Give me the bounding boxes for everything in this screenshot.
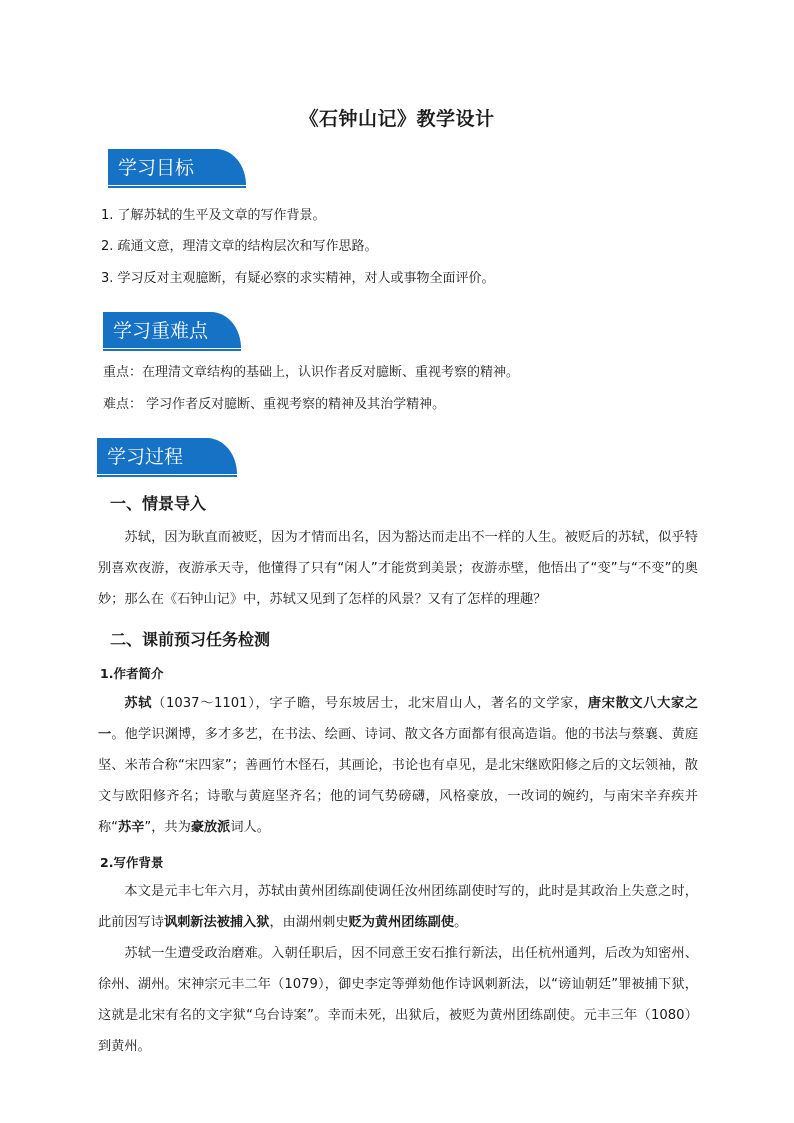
background-text-p2: 苏轼一生遭受政治磨难。入朝任职后，因不同意王安石推行新法，出任杭州通判，后改为知密州、徐州、湖州。宋神宗元丰二年（1079），御史李定等弹劾他作诗讽刺新法，以“谤讪朝廷”罪被捕下狱，这就是北宋有名的文字狱“乌台诗案”。幸而未死，出狱后，被贬为黄州团练副使。元丰三年（1080）到黄州。 xyxy=(98,946,698,1054)
heading-preview-check: 二、课前预习任务检测 xyxy=(110,630,271,649)
author-paragraph xyxy=(98,688,698,843)
intro-paragraph xyxy=(98,522,698,615)
author-text-4: 词人。 xyxy=(230,820,270,835)
author-text-2: 。他学识渊博，多才多艺，在书法、绘画、诗词、散文各方面都有很高造诣。他的书法与蔡襄、黄庭坚、米芾合称“宋四家”；善画竹木怪石，其画论，书论也有卓见，是北宋继欧阳修之后的文坛领袖，散文与欧阳修齐名；诗歌与黄庭坚齐名；他的词气势磅礴，风格豪放，一改词的婉约，与南宋辛弃疾并称“ xyxy=(98,727,699,835)
author-bold-2: 苏辛 xyxy=(118,820,145,835)
heading-author-intro: 1.作者简介 xyxy=(100,666,164,681)
difficult-point-text: 难点： 学习作者反对臆断、重视考察的精神及其治学精神。 xyxy=(103,397,446,412)
background-bold-2: 贬为黄州团练副使 xyxy=(348,915,455,930)
background-text-2: ，由湖州刺史 xyxy=(269,915,349,930)
author-text-3: ”，共为 xyxy=(144,820,191,835)
goal-item-1: 1. 了解苏轼的生平及文章的写作背景。 xyxy=(101,208,326,223)
background-paragraph-1 xyxy=(98,876,698,938)
author-bold-1: 唐宋散文八大家之一 xyxy=(98,696,699,742)
section-banner-process: 学习过程 xyxy=(97,438,237,474)
goal-item-2: 2. 疏通文意，理清文章的结构层次和写作思路。 xyxy=(101,239,378,254)
author-name: 苏轼 xyxy=(124,696,153,711)
background-text-3: 。 xyxy=(454,915,468,930)
author-text-1: （1037～1101），字子瞻，号东坡居士，北宋眉山人，著名的文学家， xyxy=(152,696,588,711)
document-title: 《石钟山记》教学设计 xyxy=(299,108,495,130)
goal-item-3: 3. 学习反对主观臆断，有疑必察的求实精神，对人或事物全面评价。 xyxy=(101,271,495,286)
section-banner-goals: 学习目标 xyxy=(108,149,246,185)
background-text-1: 本文是元丰七年六月，苏轼由黄州团练副使调任汝州团练副使时写的，此时是其政治上失意之时，此前因写诗 xyxy=(98,884,698,930)
author-bold-3: 豪放派 xyxy=(190,820,231,835)
intro-text: 苏轼，因为耿直而被贬，因为才情而出名，因为豁达而走出不一样的人生。被贬后的苏轼，似乎特别喜欢夜游，夜游承天寺，他懂得了只有“闲人”才能赏到美景；夜游赤壁，他悟出了“变”与“不变”的奥妙；那么在《石钟山记》中，苏轼又见到了怎样的风景？又有了怎样的理趣？ xyxy=(98,530,698,607)
key-point-text: 重点：在理清文章结构的基础上，认识作者反对臆断、重视考察的精神。 xyxy=(103,365,520,380)
heading-intro: 一、情景导入 xyxy=(110,494,207,513)
heading-background: 2.写作背景 xyxy=(100,855,164,870)
background-bold-1: 讽刺新法被捕入狱 xyxy=(163,915,270,930)
section-banner-key-points: 学习重难点 xyxy=(103,312,241,348)
background-paragraph-2 xyxy=(98,938,698,1062)
